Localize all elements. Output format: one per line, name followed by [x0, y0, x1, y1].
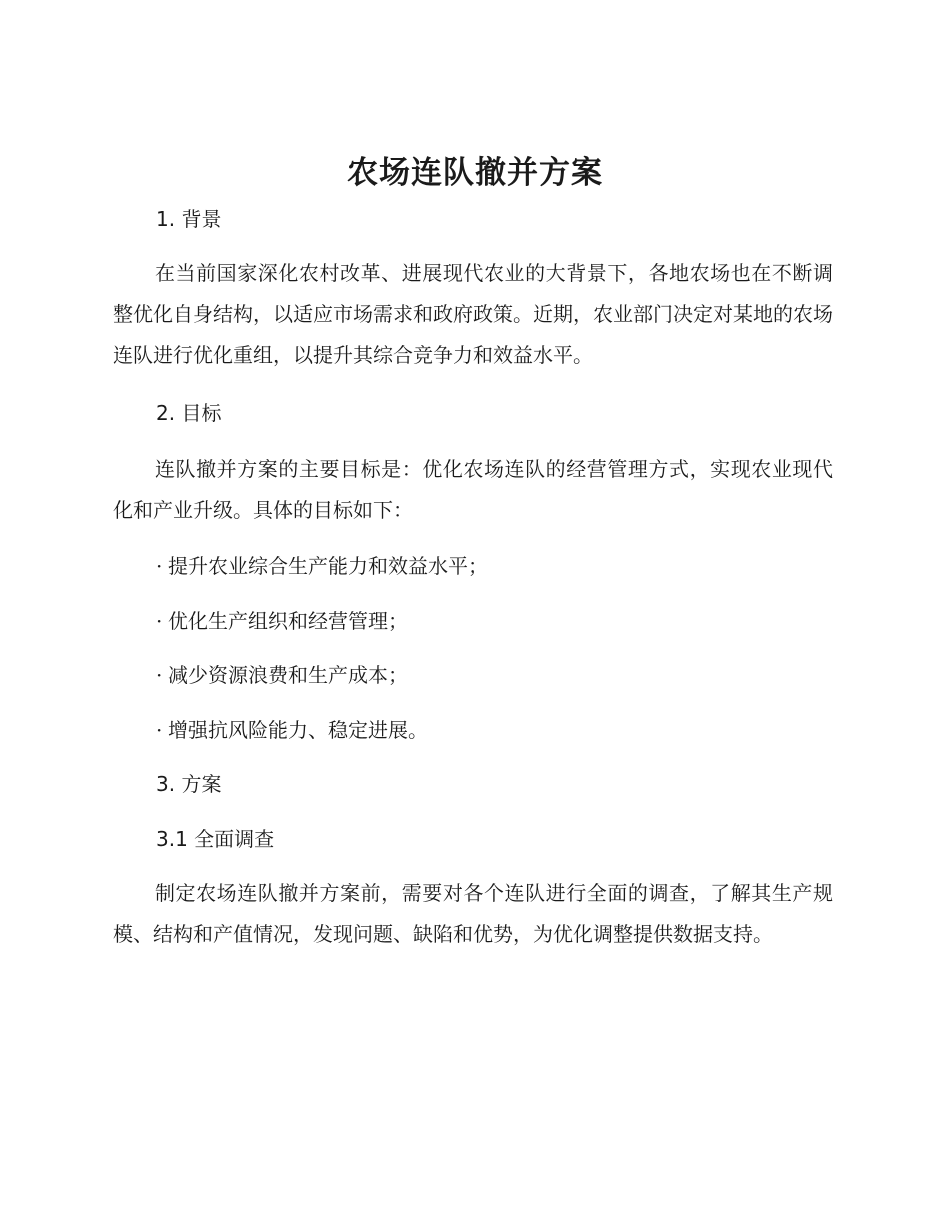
paragraph-goals: 连队撤并方案的主要目标是：优化农场连队的经营管理方式，实现农业现代化和产业升级。具体的目标如下：: [113, 457, 833, 522]
list-item: [156, 660, 408, 690]
bullet-mark: ·: [156, 718, 163, 742]
section-heading-background: 1. 背景: [156, 207, 222, 231]
section-heading-goals: 2. 目标: [156, 401, 222, 425]
paragraph-survey: 制定农场连队撤并方案前，需要对各个连队进行全面的调查，了解其生产规模、结构和产值情况，发现问题、缺陷和优势，为优化调整提供数据支持。: [113, 881, 833, 946]
document-title: 农场连队撤并方案: [347, 155, 603, 191]
bullet-text: 增强抗风险能力、稳定进展。: [168, 718, 428, 742]
section-heading-plan: 3. 方案: [156, 772, 222, 796]
bullet-text: 减少资源浪费和生产成本；: [168, 663, 408, 687]
list-item: [156, 715, 428, 745]
bullet-mark: ·: [156, 609, 163, 633]
subsection-heading-survey: 3.1 全面调查: [156, 827, 275, 851]
paragraph-background: 在当前国家深化农村改革、进展现代农业的大背景下，各地农场也在不断调整优化自身结构，以适应市场需求和政府政策。近期，农业部门决定对某地的农场连队进行优化重组，以提升其综合竞争力和效益水平。: [113, 261, 833, 367]
bullet-text: 优化生产组织和经营管理；: [168, 609, 408, 633]
list-item: [156, 551, 488, 581]
bullet-mark: ·: [156, 554, 163, 578]
list-item: [156, 606, 408, 636]
bullet-text: 提升农业综合生产能力和效益水平；: [168, 554, 488, 578]
bullet-mark: ·: [156, 663, 163, 687]
